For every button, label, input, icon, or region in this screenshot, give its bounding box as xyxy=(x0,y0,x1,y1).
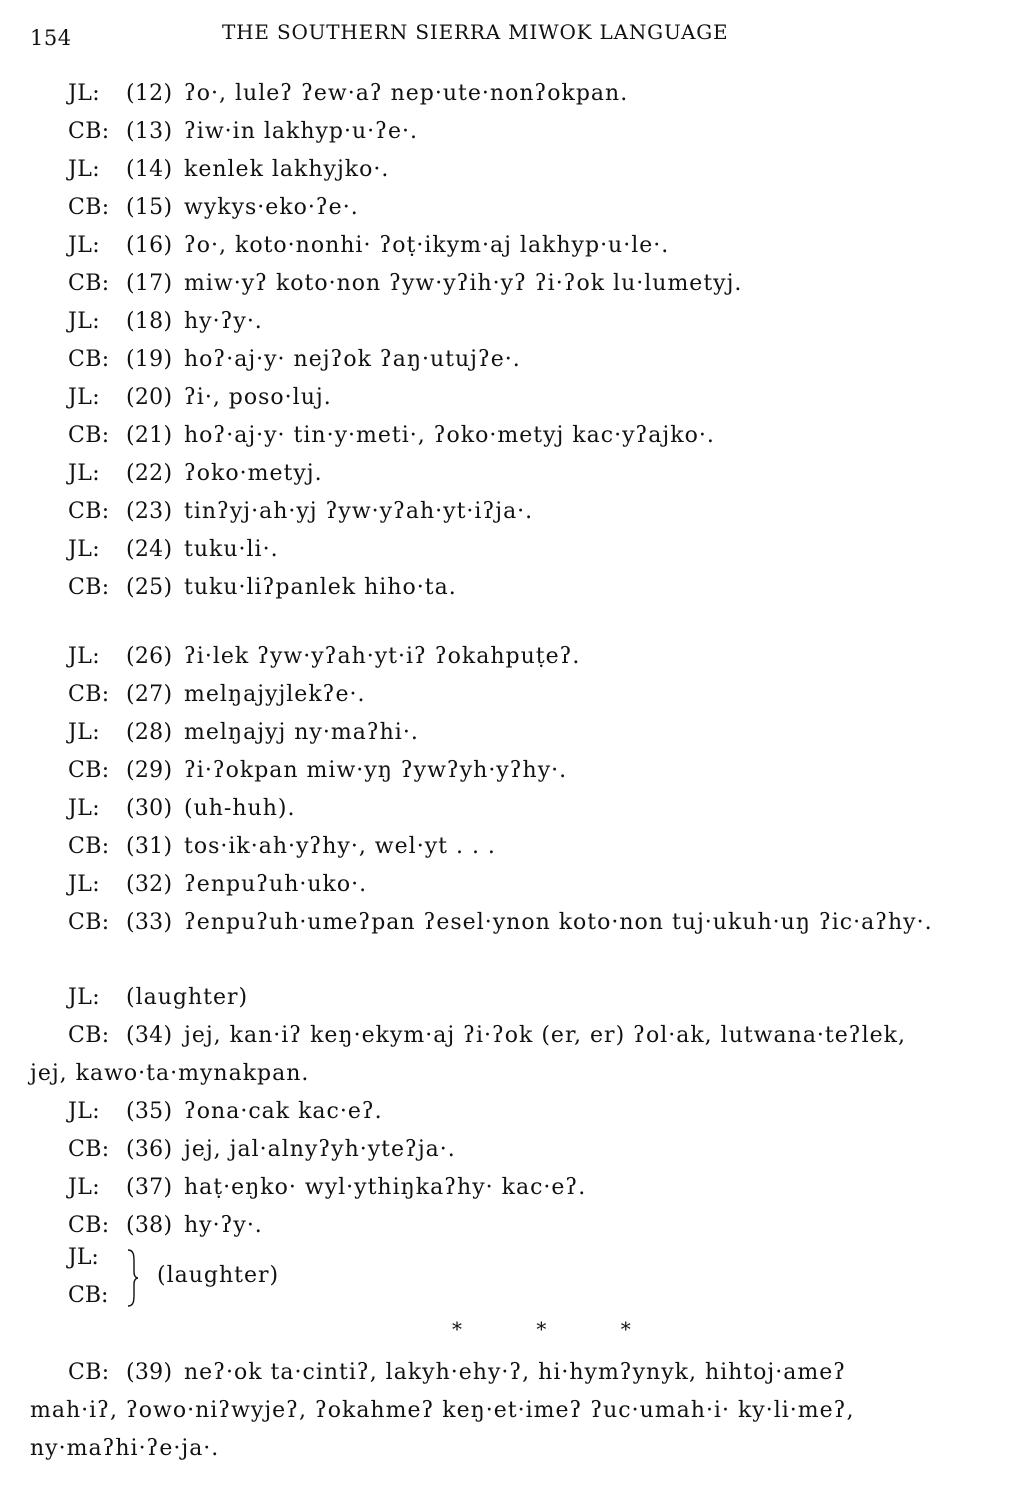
dialogue-text: (uh-huh). xyxy=(184,796,296,821)
dialogue-text: ʔi·, poso·luj. xyxy=(184,385,332,410)
speaker-label: CB: xyxy=(68,195,110,220)
speaker-label: CB: xyxy=(68,1283,109,1308)
dialogue-text: ʔi·lek ʔyw·yʔah·yt·iʔ ʔokahpuṭeʔ. xyxy=(184,644,581,669)
line-number: (37) xyxy=(126,1175,173,1200)
line-number: (22) xyxy=(126,461,173,486)
line-number: (39) xyxy=(126,1360,173,1385)
line-number: (18) xyxy=(126,309,173,334)
dialogue-line xyxy=(68,1096,383,1128)
line-number: (17) xyxy=(126,271,173,296)
dialogue-line xyxy=(68,458,323,490)
page-number: 154 xyxy=(30,26,72,50)
dialogue-text: kenlek lakhyjko·. xyxy=(184,157,390,182)
speaker-label: JL: xyxy=(68,537,101,562)
dialogue-text: melŋajyjlekʔe·. xyxy=(184,682,366,707)
line-number: (36) xyxy=(126,1137,173,1162)
dialogue-text: haṭ·eŋko· wyl·ythiŋkaʔhy· kac·eʔ. xyxy=(184,1175,587,1200)
dialogue-line xyxy=(68,572,457,604)
dialogue-line xyxy=(68,382,332,414)
speaker-label: CB: xyxy=(68,499,110,524)
dialogue-line xyxy=(68,831,496,863)
dialogue-text: ʔiw·in lakhyp·u·ʔe·. xyxy=(184,119,418,144)
speaker-label: CB: xyxy=(68,910,110,935)
dialogue-text: hoʔ·aj·y· nejʔok ʔaŋ·utujʔe·. xyxy=(184,347,521,372)
dialogue-line xyxy=(68,344,521,376)
speaker-label: JL: xyxy=(68,1175,101,1200)
speaker-label: JL: xyxy=(68,461,101,486)
page-header xyxy=(30,18,980,52)
dialogue-line xyxy=(68,679,365,711)
paragraph-text-line: mah·iʔ, ʔowo·niʔwyjeʔ, ʔokahmeʔ keŋ·et·imeʔ ʔuc·umah·i· ky·li·meʔ, xyxy=(30,1398,855,1423)
speaker-label: CB: xyxy=(68,1213,110,1238)
running-title: THE SOUTHERN SIERRA MIWOK LANGUAGE xyxy=(222,20,729,44)
dialogue-line xyxy=(68,420,715,452)
dialogue-line xyxy=(68,268,742,300)
right-brace-icon xyxy=(126,1248,140,1308)
line-number: (14) xyxy=(126,157,173,182)
dialogue-line xyxy=(68,793,295,825)
line-number: (33) xyxy=(126,910,173,935)
speaker-label: JL: xyxy=(68,309,101,334)
dialogue-line xyxy=(68,641,580,673)
line-number: (30) xyxy=(126,796,173,821)
dialogue-line xyxy=(68,1134,456,1166)
joint-laughter-entry xyxy=(68,1244,328,1314)
dialogue-text: tos·ik·ah·yʔhy·, wel·yt . . . xyxy=(184,834,496,859)
dialogue-line xyxy=(68,717,419,749)
line-number: (35) xyxy=(126,1099,173,1124)
line-number: (13) xyxy=(126,119,173,144)
speaker-label: JL: xyxy=(68,157,101,182)
dialogue-text: ʔona·cak kac·eʔ. xyxy=(184,1099,383,1124)
line-number: (32) xyxy=(126,872,173,897)
line-number: (38) xyxy=(126,1213,173,1238)
line-number: (25) xyxy=(126,575,173,600)
speaker-label: CB: xyxy=(68,423,110,448)
dialogue-text: hoʔ·aj·y· tin·y·meti·, ʔoko·metyj kac·yʔajko·. xyxy=(184,423,715,448)
dialogue-line xyxy=(68,1210,263,1242)
dialogue-line xyxy=(68,982,248,1014)
dialogue-line xyxy=(68,869,367,901)
line-number: (27) xyxy=(126,682,173,707)
paragraph-text-line: jej, kan·iʔ keŋ·ekym·aj ʔi·ʔok (er, er) ʔol·ak, lutwana·teʔlek, xyxy=(184,1023,906,1048)
paragraph-text-line: neʔ·ok ta·cintiʔ, lakyh·ehy·ʔ, hi·hymʔynyk, hihtoj·ameʔ xyxy=(184,1360,847,1385)
speaker-label: JL: xyxy=(68,385,101,410)
dialogue-line xyxy=(68,534,279,566)
speaker-label: CB: xyxy=(68,834,110,859)
speaker-label: JL: xyxy=(68,81,101,106)
speaker-label: CB: xyxy=(68,682,110,707)
line-number: (21) xyxy=(126,423,173,448)
dialogue-line xyxy=(68,1172,586,1204)
dialogue-text: ʔo·, luleʔ ʔew·aʔ nep·ute·nonʔokpan. xyxy=(184,81,629,106)
line-number: (19) xyxy=(126,347,173,372)
dialogue-text: ʔi·ʔokpan miw·yŋ ʔywʔyh·yʔhy·. xyxy=(184,758,568,783)
dialogue-line xyxy=(68,306,263,338)
speaker-label: CB: xyxy=(68,1023,110,1048)
dialogue-paragraph xyxy=(30,1017,980,1093)
line-number: (34) xyxy=(126,1023,173,1048)
speaker-label: JL: xyxy=(68,720,101,745)
dialogue-text: ʔo·, koto·nonhi· ʔoṭ·ikym·aj lakhyp·u·le·. xyxy=(184,233,670,258)
line-number: (23) xyxy=(126,499,173,524)
speaker-label: CB: xyxy=(68,347,110,372)
line-number: (24) xyxy=(126,537,173,562)
dialogue-text: melŋajyj ny·maʔhi·. xyxy=(184,720,419,745)
line-number: (28) xyxy=(126,720,173,745)
dialogue-line xyxy=(68,755,567,787)
line-number: (31) xyxy=(126,834,173,859)
paragraph-text-line: jej, kawo·ta·mynakpan. xyxy=(30,1061,310,1086)
dialogue-paragraph xyxy=(30,1354,980,1468)
speaker-label: CB: xyxy=(68,758,110,783)
dialogue-text: ʔenpuʔuh·uko·. xyxy=(184,872,368,897)
line-number: (16) xyxy=(126,233,173,258)
speaker-label: CB: xyxy=(68,271,110,296)
dialogue-line xyxy=(68,78,628,110)
speaker-label: JL: xyxy=(68,233,101,258)
speaker-label: JL: xyxy=(68,1245,99,1270)
dialogue-line xyxy=(68,192,359,224)
speaker-label: CB: xyxy=(68,1360,110,1385)
dialogue-text: ʔenpuʔuh·umeʔpan ʔesel·ynon koto·non tuj·ukuh·uŋ ʔic·aʔhy·. xyxy=(184,910,933,935)
speaker-label: JL: xyxy=(68,1099,101,1124)
speaker-label: CB: xyxy=(68,119,110,144)
dialogue-text: jej, jal·alnyʔyh·yteʔja·. xyxy=(184,1137,456,1162)
speaker-label: CB: xyxy=(68,1137,110,1162)
dialogue-text: miw·yʔ koto·non ʔyw·yʔih·yʔ ʔi·ʔok lu·lumetyj. xyxy=(184,271,743,296)
dialogue-text: wykys·eko·ʔe·. xyxy=(184,195,359,220)
dialogue-text: tuku·li·. xyxy=(184,537,279,562)
dialogue-text: hy·ʔy·. xyxy=(184,309,263,334)
joint-laughter-text: (laughter) xyxy=(157,1263,280,1288)
paragraph-text-line: ny·maʔhi·ʔe·ja·. xyxy=(30,1436,220,1461)
line-number: (12) xyxy=(126,81,173,106)
dialogue-line xyxy=(68,496,533,528)
dialogue-line xyxy=(68,907,933,939)
dialogue-line xyxy=(68,116,418,148)
dialogue-text: ʔoko·metyj. xyxy=(184,461,323,486)
dialogue-line xyxy=(68,154,389,186)
dialogue-line xyxy=(68,230,669,262)
speaker-label: CB: xyxy=(68,575,110,600)
line-number: (20) xyxy=(126,385,173,410)
speaker-label: JL: xyxy=(68,644,101,669)
line-number: (29) xyxy=(126,758,173,783)
line-number: (15) xyxy=(126,195,173,220)
speaker-label: JL: xyxy=(68,872,101,897)
line-number: (26) xyxy=(126,644,173,669)
dialogue-text: tinʔyj·ah·yj ʔyw·yʔah·yt·iʔja·. xyxy=(184,499,534,524)
speaker-label: JL: xyxy=(68,796,101,821)
dialogue-text: tuku·liʔpanlek hiho·ta. xyxy=(184,575,457,600)
speaker-label: JL: xyxy=(68,985,101,1010)
section-separator: * * * xyxy=(452,1317,665,1341)
dialogue-text: (laughter) xyxy=(126,985,249,1010)
dialogue-text: hy·ʔy·. xyxy=(184,1213,263,1238)
